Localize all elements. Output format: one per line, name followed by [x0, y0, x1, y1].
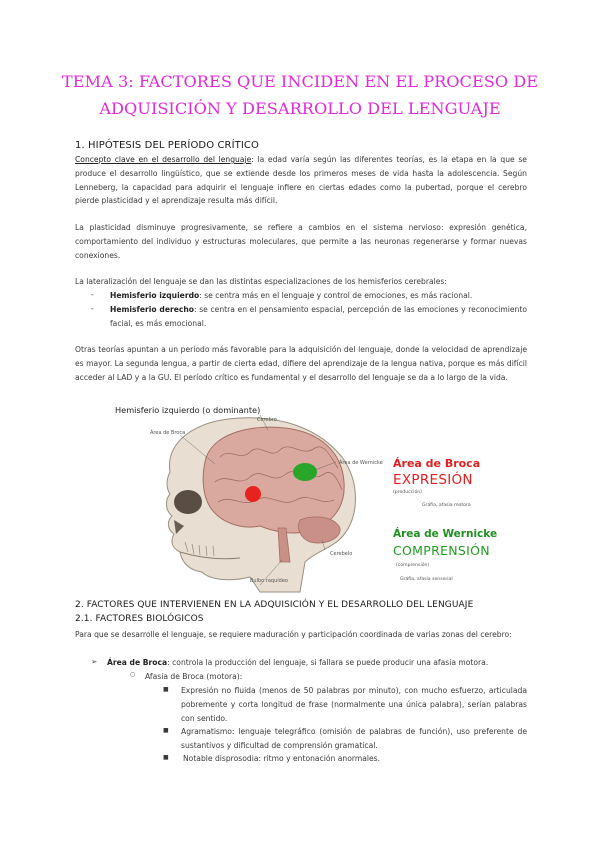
list-item-term: Hemisferio derecho: [110, 305, 195, 314]
list-item-hemisferio-derecho: [110, 303, 527, 331]
paragraph-plasticidad: La plasticidad disminuye progresivamente, se refiere a cambios en el sistema nervioso: expresión genética, comportamiento del individuo y estructuras moleculares, que permite a las neuronas regenerarse y formar nuevas conexiones.: [75, 223, 527, 260]
list-item-disprosodia: Notable disprosodia: ritmo y entonación anormales.: [183, 754, 381, 763]
wernicke-comprension: COMPRENSIÓN: [393, 543, 490, 558]
broca-area-marker: [245, 486, 261, 502]
bullet-marker: -: [91, 304, 94, 313]
circle-marker-icon: ○: [130, 671, 136, 678]
document-title: [60, 68, 540, 122]
bullet-marker: -: [91, 290, 94, 299]
paragraph-text: : la edad varía según las diferentes teorías, es la etapa en la que se produce el desarrollo lingüístico, que se extiende desde los primeros meses de vida hasta la adolescencia. Según Lenneberg, la capacidad para adquirir el lenguaje infiere en ciertas edades como la pubertad, porque el cerebro pierde plasticidad y el aprendizaje resulta más difícil.: [75, 155, 527, 206]
list-item-term: Hemisferio izquierdo: [110, 291, 200, 300]
label-area-wernicke: Área de Wernicke: [339, 460, 383, 466]
broca-note-1: (producción): [393, 490, 422, 495]
title-line-2: ADQUISICIÓN Y DESARROLLO DEL LENGUAJE: [99, 99, 501, 118]
paragraph-lateralizacion: La lateralización del lenguaje se dan las distintas especializaciones de los hemisferios cerebrales:: [75, 277, 447, 286]
title-line-1: TEMA 3: FACTORES QUE INCIDEN EN EL PROCESO DE: [61, 72, 539, 91]
wernicke-note-2: Gráfia, afasia sensorial: [400, 577, 453, 582]
cerebellum-shape: [298, 517, 340, 543]
list-item-text: : se centra más en el lenguaje y control de emociones, es más racional.: [199, 291, 473, 300]
list-item-text: : controla la producción del lenguaje, si fallara se puede producir una afasia motora.: [167, 658, 489, 667]
list-item-expresion-no-fluida: Expresión no fluida (menos de 50 palabras por minuto), con mucho esfuerzo, articulada pobremente y corta longitud de frase (normalmente una única palabra), serían palabras con sentido.: [181, 686, 527, 723]
wernicke-area-marker: [293, 463, 317, 481]
section-1-heading: 1. HIPÓTESIS DEL PERÍODO CRÍTICO: [75, 140, 259, 151]
arrow-marker-icon: ➢: [91, 657, 98, 666]
eye-socket: [174, 490, 202, 514]
list-item-afasia-broca: Afasia de Broca (motora):: [145, 672, 243, 681]
section-2-1-heading: 2.1. FACTORES BIOLÓGICOS: [75, 614, 204, 624]
paragraph-concepto-clave: [75, 153, 527, 208]
square-marker-icon: ■: [163, 754, 169, 761]
list-item-agramatismo: Agramatismo: lenguaje telegráfico (omisión de palabras de función), uso preferente de sustantivos y dificultad de comprensión gramatical.: [181, 727, 527, 750]
section-2-heading: 2. FACTORES QUE INTERVIENEN EN LA ADQUISICIÓN Y EL DESARROLLO DEL LENGUAJE: [75, 600, 474, 610]
paragraph-factores-biologicos: Para que se desarrolle el lenguaje, se requiere maduración y participación coordinada de varias zonas del cerebro:: [75, 630, 512, 639]
figure-caption: Hemisferio izquierdo (o dominante): [115, 405, 261, 415]
square-marker-icon: ■: [163, 686, 169, 693]
label-area-broca: Área de Broca: [150, 430, 186, 436]
broca-note-2: Gráfia, afasia motora: [422, 503, 471, 508]
paragraph-otras-teorias: Otras teorías apuntan a un período más favorable para la adquisición del lenguaje, donde la velocidad de aprendizaje es mayor. La segunda lengua, a partir de cierta edad, difiere del aprendizaje de la lengua nativa, porque es más difícil acceder al LAD y a la GU. El período crítico es fundamental y el desarrollo del lenguaje se da a lo largo de la vida.: [75, 345, 527, 382]
label-cerebelo: Cerebelo: [330, 551, 353, 557]
list-item-hemisferio-izquierdo: [110, 289, 527, 303]
square-marker-icon: ■: [163, 727, 169, 734]
label-bulbo-raquideo: Bulbo raquídeo: [250, 578, 288, 584]
key-concept-underlined: Concepto clave en el desarrollo del lenguaje: [75, 155, 252, 164]
wernicke-note-1: (comprensión): [396, 563, 430, 568]
list-item-text: : se centra en el pensamiento espacial, percepción de las emociones y reconocimiento facial, es más emocional.: [110, 305, 527, 328]
label-cerebro: Cerebro: [257, 417, 277, 423]
list-item-term: Área de Broca: [107, 658, 168, 667]
wernicke-area-title: Área de Wernicke: [393, 528, 498, 540]
broca-area-title: Área de Broca: [393, 457, 481, 470]
broca-expresion: EXPRESIÓN: [393, 472, 473, 488]
list-item-area-broca: [107, 656, 527, 670]
